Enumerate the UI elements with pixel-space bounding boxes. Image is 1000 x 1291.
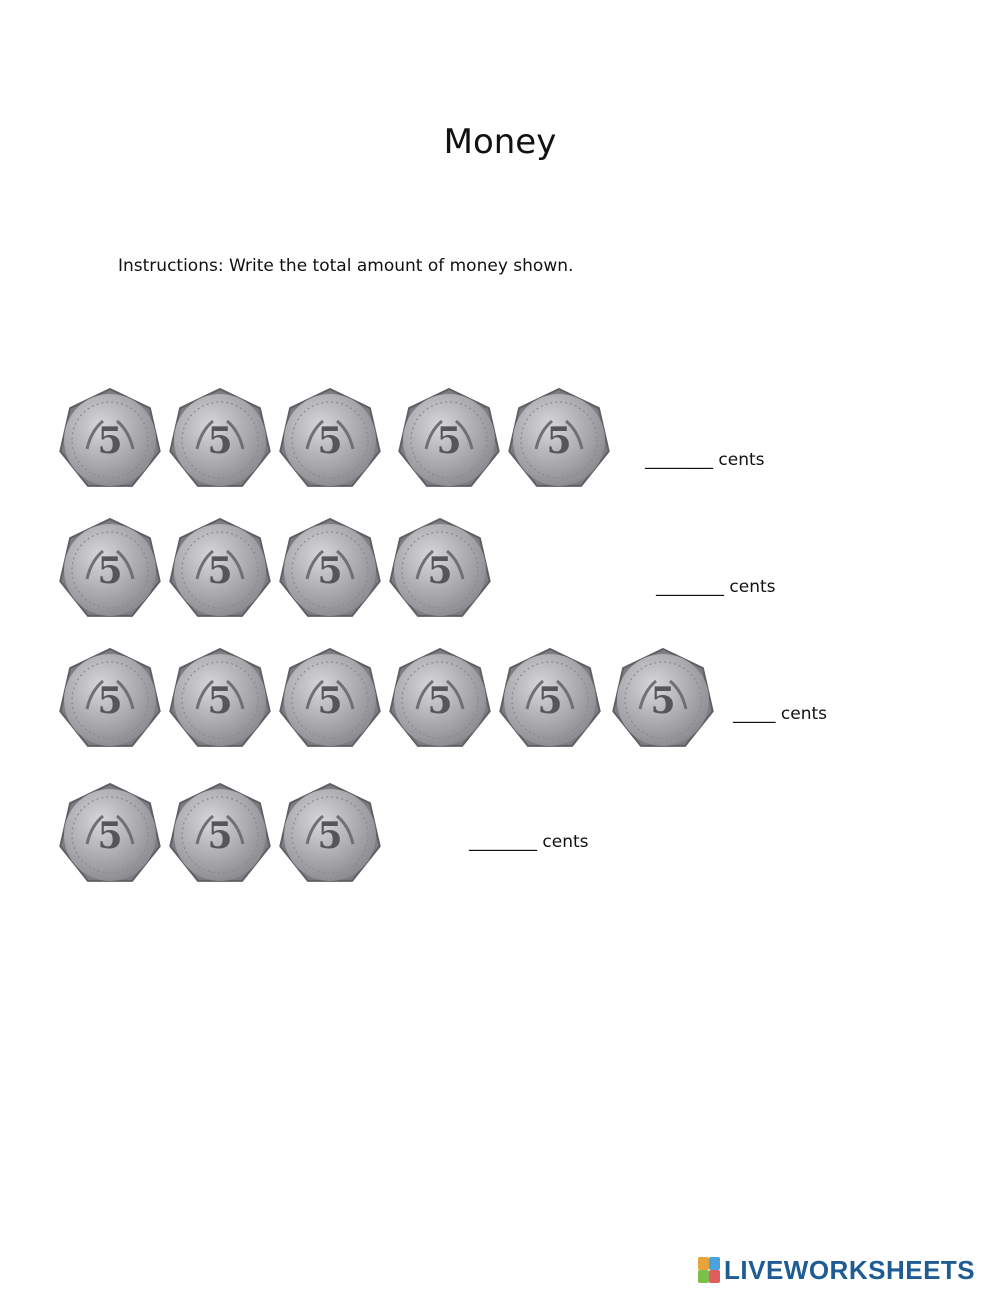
coin-graphic xyxy=(57,387,163,493)
five-cent-coin xyxy=(497,647,603,753)
coin-value-label: 5 xyxy=(650,680,676,722)
coin-graphic xyxy=(277,517,383,623)
brand-text: LIVEWORKSHEETS xyxy=(724,1254,976,1285)
coin-value-label: 5 xyxy=(207,420,233,462)
five-cent-coin xyxy=(167,387,273,493)
unit-label: cents xyxy=(780,704,828,724)
five-cent-coin xyxy=(277,517,383,623)
coin-value-label: 5 xyxy=(97,420,123,462)
coin-graphic xyxy=(57,647,163,753)
answer-row-4[interactable] xyxy=(469,832,589,852)
coin-graphic xyxy=(497,647,603,753)
answer-blank[interactable]: ________ xyxy=(645,450,713,470)
coin-value-label: 5 xyxy=(427,550,453,592)
unit-label: cents xyxy=(718,450,765,470)
coin-graphic xyxy=(387,647,493,753)
five-cent-coin xyxy=(387,517,493,623)
five-cent-coin xyxy=(277,782,383,888)
coin-value-label: 5 xyxy=(427,680,453,722)
coin-graphic xyxy=(387,517,493,623)
answer-blank[interactable]: _____ xyxy=(733,704,776,724)
coin-value-label: 5 xyxy=(97,550,123,592)
coin-value-label: 5 xyxy=(546,420,572,462)
five-cent-coin xyxy=(506,387,612,493)
coin-value-label: 5 xyxy=(317,680,343,722)
unit-label: cents xyxy=(542,832,589,852)
five-cent-coin xyxy=(396,387,502,493)
coin-graphic xyxy=(277,782,383,888)
five-cent-coin xyxy=(387,647,493,753)
coin-graphic xyxy=(506,387,612,493)
coin-value-label: 5 xyxy=(207,815,233,857)
five-cent-coin xyxy=(610,647,716,753)
five-cent-coin xyxy=(57,647,163,753)
coin-graphic xyxy=(277,647,383,753)
brand-logo-icon xyxy=(698,1257,720,1283)
five-cent-coin xyxy=(57,517,163,623)
coin-graphic xyxy=(167,782,273,888)
liveworksheets-logo xyxy=(698,1255,975,1285)
coin-value-label: 5 xyxy=(97,815,123,857)
coin-value-label: 5 xyxy=(317,420,343,462)
five-cent-coin xyxy=(277,647,383,753)
coin-graphic xyxy=(167,387,273,493)
coin-graphic xyxy=(57,782,163,888)
coin-value-label: 5 xyxy=(436,420,462,462)
coin-graphic xyxy=(396,387,502,493)
answer-row-2[interactable] xyxy=(656,577,776,597)
coin-value-label: 5 xyxy=(317,815,343,857)
answer-blank[interactable]: ________ xyxy=(656,577,724,597)
coin-value-label: 5 xyxy=(207,680,233,722)
coin-value-label: 5 xyxy=(537,680,563,722)
five-cent-coin xyxy=(167,647,273,753)
five-cent-coin xyxy=(167,517,273,623)
five-cent-coin xyxy=(57,387,163,493)
coin-graphic xyxy=(610,647,716,753)
five-cent-coin xyxy=(277,387,383,493)
coin-graphic xyxy=(167,517,273,623)
coin-graphic xyxy=(277,387,383,493)
answer-row-3[interactable] xyxy=(733,704,827,724)
coin-graphic xyxy=(57,517,163,623)
coin-graphic xyxy=(167,647,273,753)
coin-value-label: 5 xyxy=(97,680,123,722)
coin-value-label: 5 xyxy=(207,550,233,592)
answer-row-1[interactable] xyxy=(645,450,765,470)
coin-value-label: 5 xyxy=(317,550,343,592)
unit-label: cents xyxy=(729,577,776,597)
five-cent-coin xyxy=(57,782,163,888)
page-title: Money xyxy=(443,122,557,162)
five-cent-coin xyxy=(167,782,273,888)
instructions-text: Instructions: Write the total amount of money shown. xyxy=(118,256,574,276)
answer-blank[interactable]: ________ xyxy=(469,832,537,852)
